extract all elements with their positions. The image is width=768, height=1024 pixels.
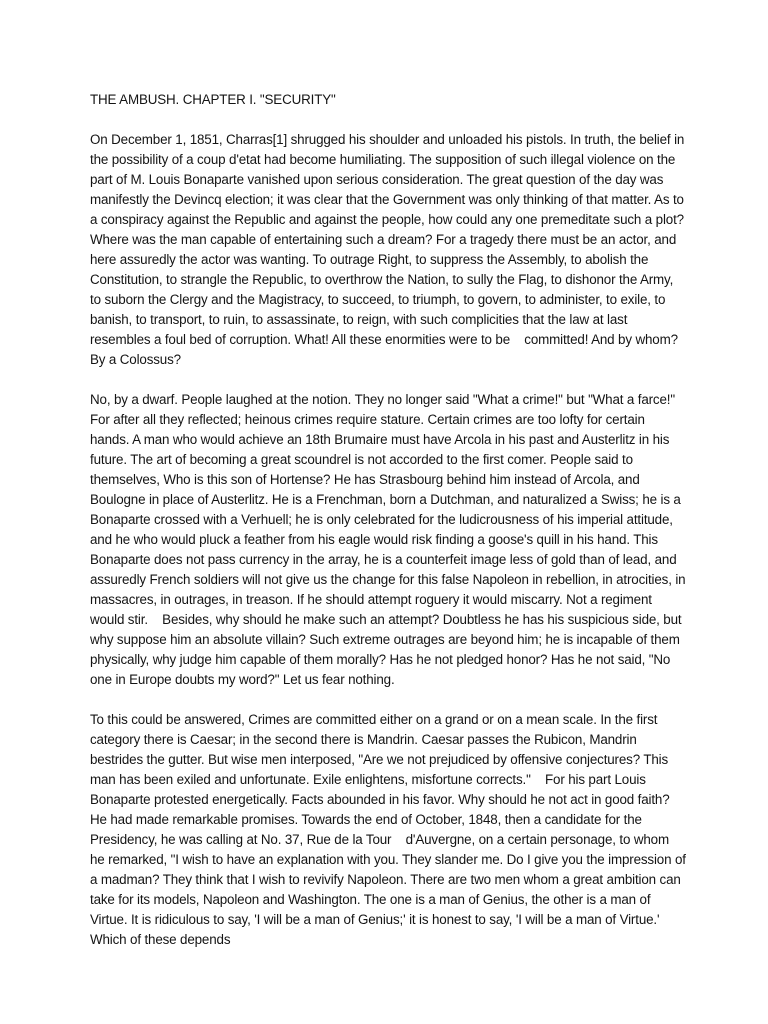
chapter-title: THE AMBUSH. CHAPTER I. "SECURITY"	[90, 92, 336, 107]
document-page	[90, 90, 690, 970]
paragraph-2: No, by a dwarf. People laughed at the notion. They no longer said "What a crime!" but "What a farce!" For after all they reflected; heinous crimes require stature. Certain crimes are too lofty for certain hands. A man who would achieve an 18th Brumaire must have Arcola in his past and Austerlitz in his future. The art of becoming a great scoundrel is not accorded to the first comer. People said to themselves, Who is this son of Hortense? He has Strasbourg behind him instead of Arcola, and Boulogne in place of Austerlitz. He is a Frenchman, born a Dutchman, and naturalized a Swiss; he is a Bonaparte crossed with a Verhuell; he is only celebrated for the ludicrousness of his imperial attitude, and he who would pluck a feather from his eagle would risk finding a goose's quill in his hand. This Bonaparte does not pass currency in the array, he is a counterfeit image less of gold than of lead, and assuredly French soldiers will not give us the change for this false Napoleon in rebellion, in atrocities, in massacres, in outrages, in treason. If he should attempt roguery it would miscarry. Not a regiment would stir. Besides, why should he make such an attempt? Doubtless he has his suspicious side, but why suppose him an absolute villain? Such extreme outrages are beyond him; he is incapable of them physically, why judge him capable of them morally? Has he not pledged honor? Has he not said, "No one in Europe doubts my word?" Let us fear nothing.	[90, 392, 690, 687]
paragraph-3: To this could be answered, Crimes are committed either on a grand or on a mean scale. In the first category there is Caesar; in the second there is Mandrin. Caesar passes the Rubicon, Mandrin bestrides the gutter. But wise men interposed, "Are we not prejudiced by offensive conjectures? This man has been exiled and unfortunate. Exile enlightens, misfortune corrects." For his part Louis Bonaparte protested energetically. Facts abounded in his favor. Why should he not act in good faith? He had made remarkable promises. Towards the end of October, 1848, then a candidate for the Presidency, he was calling at No. 37, Rue de la Tour d'Auvergne, on a certain personage, to whom he remarked, "I wish to have an explanation with you. They slander me. Do I give you the impression of a madman? They think that I wish to revivify Napoleon. There are two men whom a great ambition can take for its models, Napoleon and Washington. The one is a man of Genius, the other is a man of Virtue. It is ridiculous to say, 'I will be a man of Genius;' it is honest to say, 'I will be a man of Virtue.' Which of these depends	[90, 712, 690, 947]
paragraph-1: On December 1, 1851, Charras[1] shrugged his shoulder and unloaded his pistols. In truth, the belief in the possibility of a coup d'etat had become humiliating. The supposition of such illegal violence on the part of M. Louis Bonaparte vanished upon serious consideration. The great question of the day was manifestly the Devincq election; it was clear that the Government was only thinking of that matter. As to a conspiracy against the Republic and against the people, how could any one premeditate such a plot? Where was the man capable of entertaining such a dream? For a tragedy there must be an actor, and here assuredly the actor was wanting. To outrage Right, to suppress the Assembly, to abolish the Constitution, to strangle the Republic, to overthrow the Nation, to sully the Flag, to dishonor the Army, to suborn the Clergy and the Magistracy, to succeed, to triumph, to govern, to administer, to exile, to banish, to transport, to ruin, to assassinate, to reign, with such complicities that the law at last resembles a foul bed of corruption. What! All these enormities were to be committed! And by whom? By a Colossus?	[90, 132, 688, 367]
